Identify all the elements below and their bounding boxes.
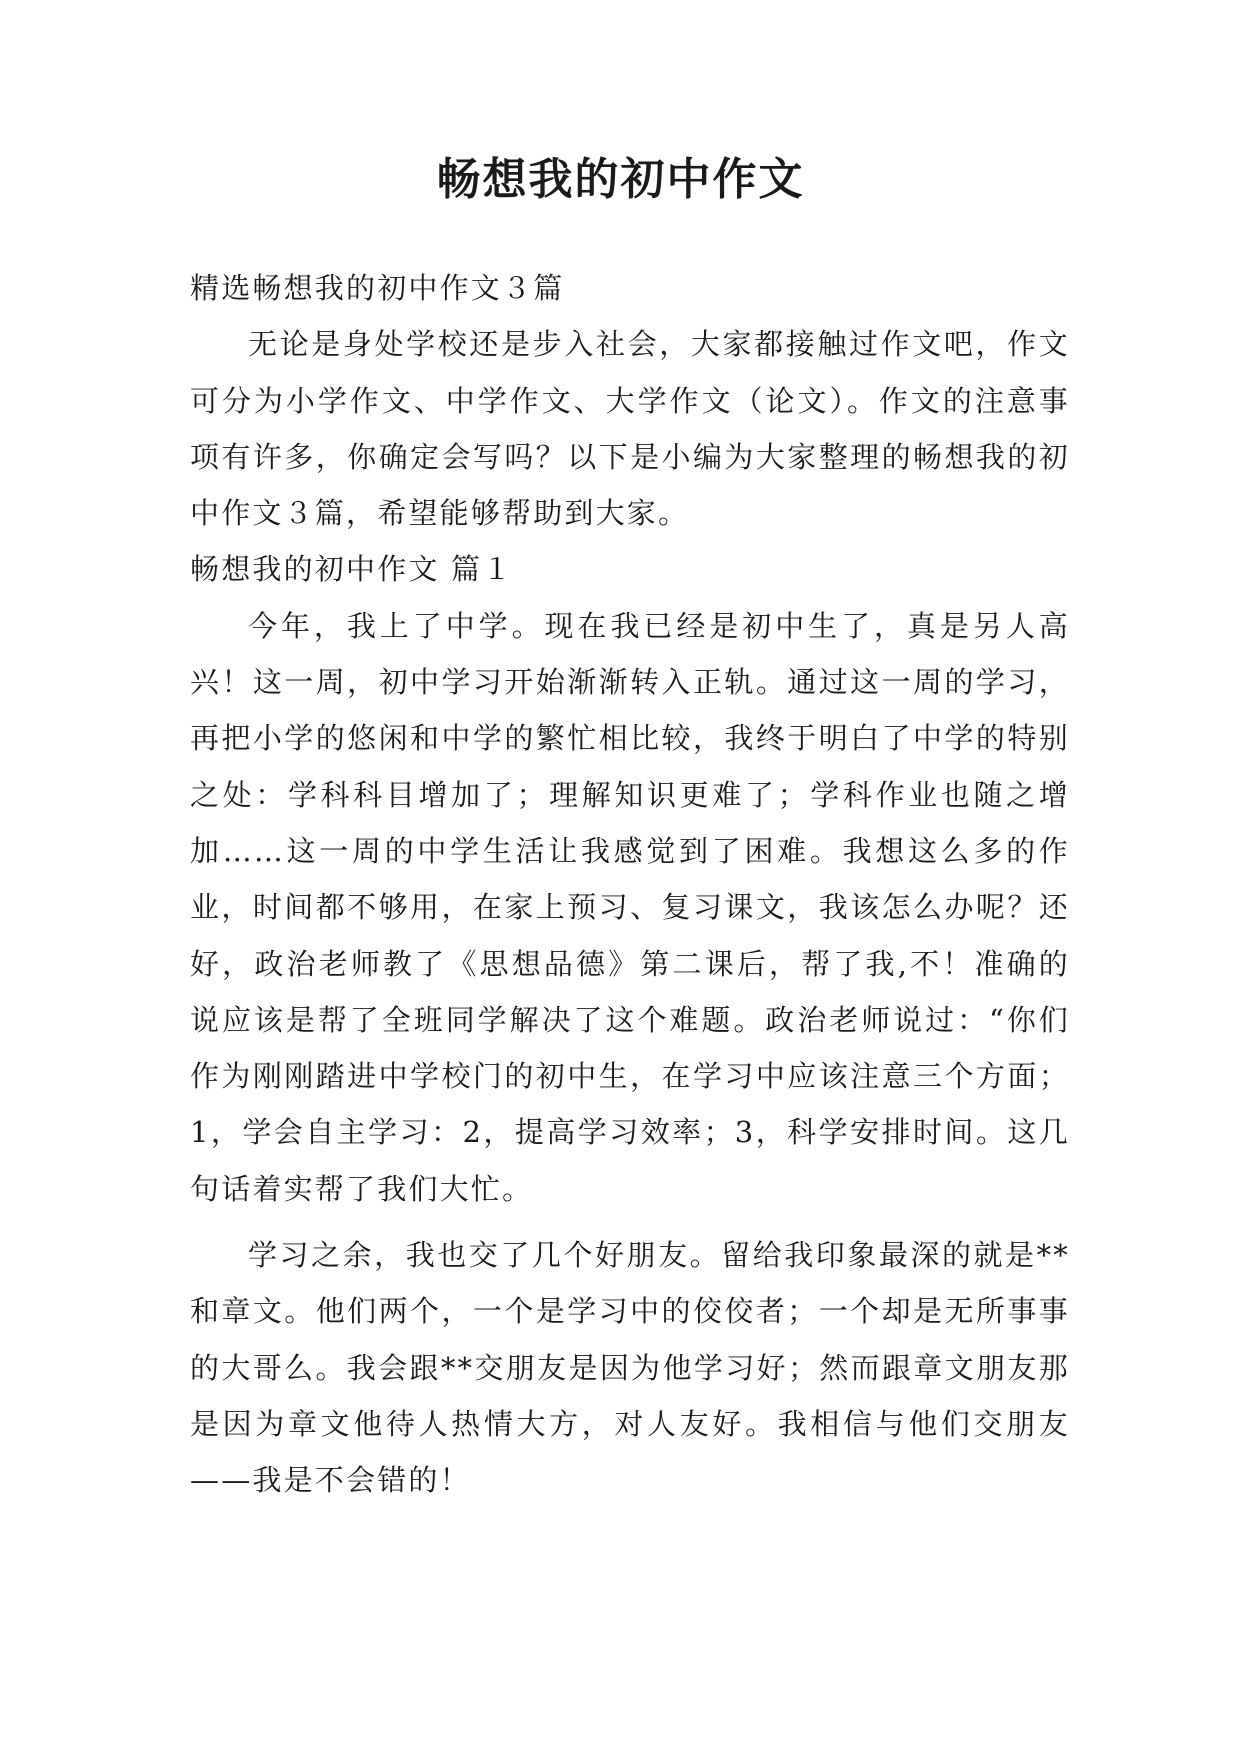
intro-heading: 精选畅想我的初中作文３篇	[190, 271, 565, 305]
document-body	[190, 260, 1070, 1509]
body-paragraph: 今年，我上了中学。现在我已经是初中生了，真是另人高兴！这一周，初中学习开始渐渐转入正轨。通过这一周的学习，再把小学的悠闲和中学的繁忙相比较，我终于明白了中学的特别之处：学科科目增加了；理解知识更难了；学科作业也随之增加……这一周的中学生活让我感觉到了困难。我想这么多的作业，时间都不够用，在家上预习、复习课文，我该怎么办呢？还好，政治老师教了《思想品德》第二课后，帮了我,不！准确的说应该是帮了全班同学解决了这个难题。政治老师说过：“你们作为刚刚踏进中学校门的初中生，在学习中应该注意三个方面；1，学会自主学习：2，提高学习效率；3，科学安排时间。这几句话着实帮了我们大忙。	[190, 608, 1070, 1206]
section-heading: 畅想我的初中作文 篇１	[190, 552, 514, 587]
body-paragraph: 学习之余，我也交了几个好朋友。留给我印象最深的就是**和章文。他们两个，一个是学习中的佼佼者；一个却是无所事事的大哥么。我会跟**交朋友是因为他学习好；然而跟章文朋友那是因为章文他待人热情大方，对人友好。我相信与他们交朋友——我是不会错的！	[190, 1238, 1070, 1498]
intro-paragraph: 无论是身处学校还是步入社会，大家都接触过作文吧，作文可分为小学作文、中学作文、大学作文（论文）。作文的注意事项有许多，你确定会写吗？以下是小编为大家整理的畅想我的初中作文３篇，希望能够帮助到大家。	[190, 327, 1070, 531]
document-title: 畅想我的初中作文	[436, 154, 805, 205]
